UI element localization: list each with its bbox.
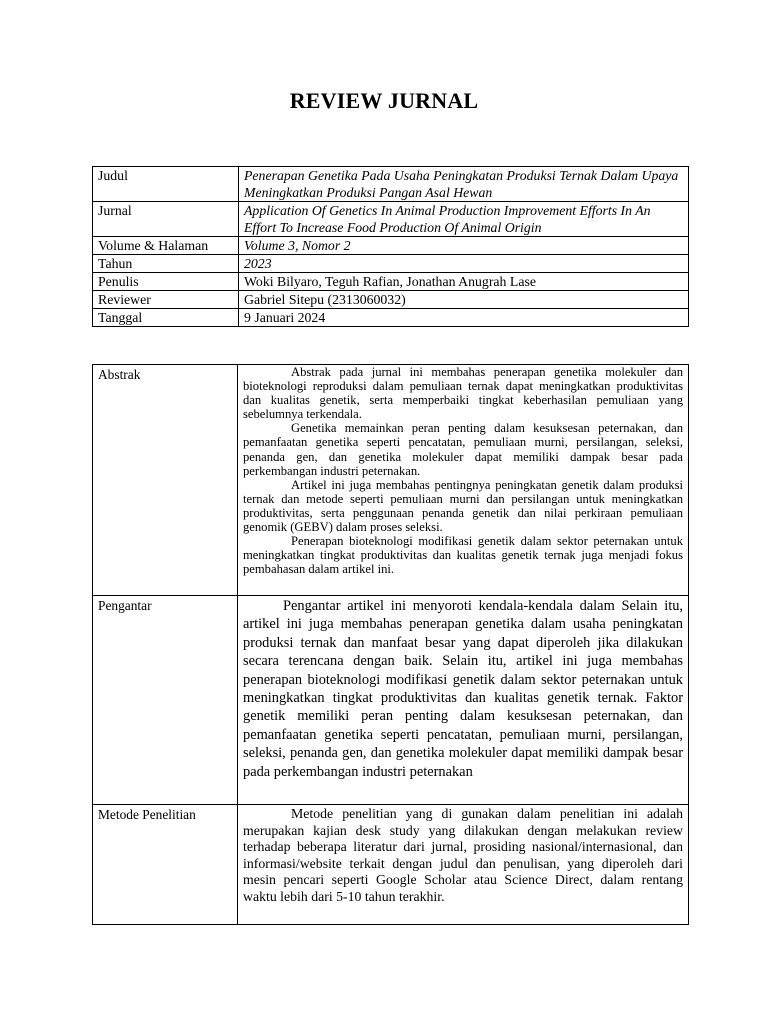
meta-row-judul xyxy=(93,167,689,202)
abstrak-paragraph: Artikel ini juga membahas pentingnya peningkatan genetik dalam produksi ternak dan metode seperti pemuliaan murni dan persilangan untuk meningkatkan produktivitas, serta penggunaan penanda genetik dan nilai perkiraan pemuliaan genomik (GEBV) dalam proses seleksi. xyxy=(243,477,683,535)
meta-value: Penerapan Genetika Pada Usaha Peningkatan Produksi Ternak Dalam Upaya Meningkatkan Produksi Pangan Asal Hewan xyxy=(239,167,689,202)
meta-row-penulis xyxy=(93,273,689,291)
row-abstrak xyxy=(93,365,689,596)
meta-label: Tahun xyxy=(93,255,239,273)
section-label-metode: Metode Penelitian xyxy=(93,805,238,925)
section-content-abstrak xyxy=(238,365,689,596)
row-pengantar xyxy=(93,596,689,805)
meta-row-tahun xyxy=(93,255,689,273)
meta-value: 2023 xyxy=(239,255,689,273)
meta-value: Woki Bilyaro, Teguh Rafian, Jonathan Anugrah Lase xyxy=(239,273,689,291)
metadata-table xyxy=(92,166,689,327)
abstrak-paragraph: Penerapan bioteknologi modifikasi genetik dalam sektor peternakan untuk meningkatkan tingkat produktivitas dan kualitas genetik ternak juga menjadi fokus pembahasan dalam artikel ini. xyxy=(243,534,683,577)
meta-row-jurnal xyxy=(93,202,689,237)
meta-label: Penulis xyxy=(93,273,239,291)
meta-row-reviewer xyxy=(93,291,689,309)
section-label-pengantar: Pengantar xyxy=(93,596,238,805)
meta-label: Judul xyxy=(93,167,239,202)
section-content-metode xyxy=(238,805,689,925)
pengantar-paragraph: Pengantar artikel ini menyoroti kendala-kendala dalam Selain itu, artikel ini juga membahas penerapan genetika dalam usaha peningkatan produksi ternak dan manfaat besar yang dapat diperoleh jika dilakukan secara terencana dengan baik. Selain itu, artikel ini juga membahas penerapan bioteknologi modifikasi genetik dalam sektor peternakan untuk meningkatkan tingkat produktivitas dan kualitas genetik ternak. Faktor genetik memiliki peran penting dalam kesuksesan peternakan, dan pemanfaatan genetika seperti pencatatan, pemuliaan murni, persilangan, seleksi, penanda gen, dan genetika molekuler dapat memiliki dampak besar pada perkembangan industri peternakan xyxy=(243,598,683,780)
review-table xyxy=(92,364,689,925)
meta-label: Volume & Halaman xyxy=(93,237,239,255)
section-content-pengantar xyxy=(238,596,689,805)
meta-value: Gabriel Sitepu (2313060032) xyxy=(239,291,689,309)
meta-label: Tanggal xyxy=(93,309,239,327)
meta-row-volume xyxy=(93,237,689,255)
meta-row-tanggal xyxy=(93,309,689,327)
meta-label: Reviewer xyxy=(93,291,239,309)
abstrak-paragraph: Abstrak pada jurnal ini membahas penerapan genetika molekuler dan bioteknologi reproduksi dalam pemuliaan ternak dapat meningkatkan produktivitas dan kualitas genetik, serta memperbaiki tingkat keberhasilan pemuliaan yang sebelumnya terkendala. xyxy=(243,365,683,422)
meta-value: Volume 3, Nomor 2 xyxy=(239,237,689,255)
meta-value: Application Of Genetics In Animal Production Improvement Efforts In An Effort To Increase Food Production Of Animal Origin xyxy=(239,202,689,237)
row-metode xyxy=(93,805,689,925)
meta-value: 9 Januari 2024 xyxy=(239,309,689,327)
page-title: REVIEW JURNAL xyxy=(289,88,479,113)
abstrak-paragraph: Genetika memainkan peran penting dalam kesuksesan peternakan, dan pemanfaatan genetika seperti pencatatan, pemuliaan murni, persilangan, seleksi, penanda gen, dan genetika molekuler dapat memiliki dampak besar pada perkembangan industri peternakan. xyxy=(243,421,683,478)
metode-paragraph: Metode penelitian yang di gunakan dalam penelitian ini adalah merupakan kajian desk study yang dilakukan dengan melakukan review terhadap beberapa literatur dari jurnal, prosiding nasional/internasional, dan informasi/website terkait dengan judul dan penulisan, yang diperoleh dari mesin pencari seperti Google Scholar atau Science Direct, dalam rentang waktu lebih dari 5-10 tahun terakhir. xyxy=(243,806,683,904)
meta-label: Jurnal xyxy=(93,202,239,237)
section-label-abstrak: Abstrak xyxy=(93,365,238,596)
